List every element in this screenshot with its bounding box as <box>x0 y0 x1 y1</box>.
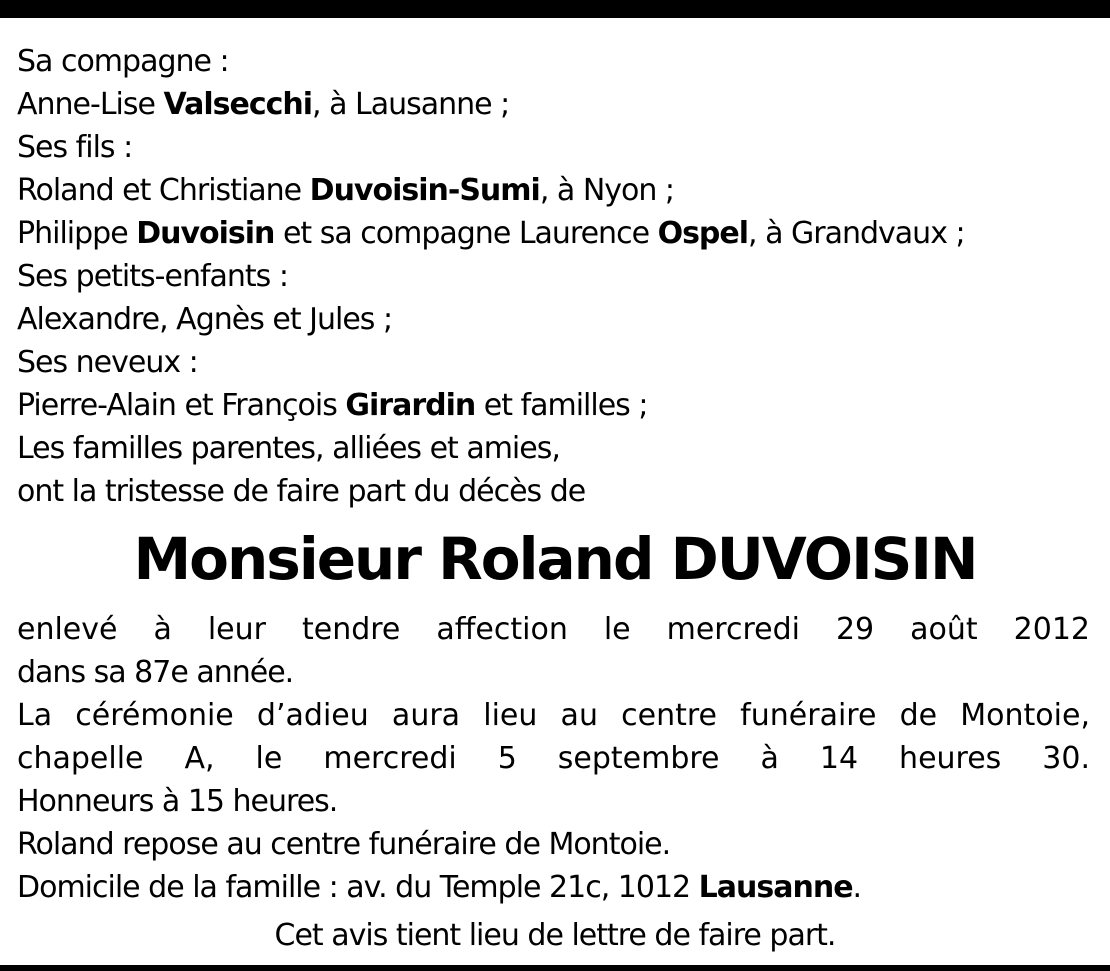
deceased-name-heading: Monsieur Roland DUVOISIN <box>133 525 977 593</box>
top-border <box>0 0 1110 18</box>
text-segment: Les familles parentes, alliées et amies, <box>17 431 560 466</box>
surname: Duvoisin <box>136 216 275 251</box>
text-segment: La cérémonie d’adieu aura lieu au centre funéraire de Montoie, <box>17 698 1090 733</box>
text-segment: Domicile de la famille : av. du Temple 21c, 1012 <box>17 870 699 905</box>
text-segment: Sa compagne : <box>17 44 229 79</box>
intro-line-11 <box>17 470 1090 513</box>
family-list <box>17 40 1090 513</box>
text-segment: , à Grandvaux ; <box>748 216 965 251</box>
text-segment: Roland et Christiane <box>17 173 310 208</box>
text-segment: enlevé à leur tendre affection le mercredi 29 août 2012 <box>17 612 1090 647</box>
ceremony-details <box>17 608 1090 909</box>
intro-line-3 <box>17 126 1090 169</box>
text-segment: ont la tristesse de faire part du décès de <box>17 474 586 509</box>
text-segment: Alexandre, Agnès et Jules ; <box>17 302 393 337</box>
closing-note: Cet avis tient lieu de lettre de faire part. <box>274 918 836 953</box>
intro-line-4 <box>17 169 1090 212</box>
text-segment: Roland repose au centre funéraire de Montoie. <box>17 827 671 862</box>
detail-line-7 <box>17 866 1090 909</box>
bottom-border <box>0 965 1110 971</box>
city-name: Lausanne <box>698 870 853 905</box>
intro-line-9 <box>17 384 1090 427</box>
intro-line-8 <box>17 341 1090 384</box>
detail-line-6 <box>17 823 1090 866</box>
intro-line-7 <box>17 298 1090 341</box>
text-segment: Philippe <box>17 216 137 251</box>
surname: Duvoisin-Sumi <box>309 173 540 208</box>
text-segment: Ses petits-enfants : <box>17 259 288 294</box>
text-segment: Pierre-Alain et François <box>17 388 346 423</box>
surname: Valsecchi <box>163 87 313 122</box>
surname: Girardin <box>345 388 476 423</box>
text-segment: , à Nyon ; <box>539 173 675 208</box>
text-segment: , à Lausanne ; <box>312 87 510 122</box>
intro-line-5 <box>17 212 1090 255</box>
text-segment: Ses neveux : <box>17 345 198 380</box>
text-segment: . <box>852 870 862 905</box>
detail-line-5 <box>17 780 1090 823</box>
text-segment: Anne-Lise <box>17 87 164 122</box>
text-segment: et sa compagne Laurence <box>274 216 658 251</box>
text-segment: et familles ; <box>475 388 648 423</box>
detail-line-1 <box>17 608 1090 651</box>
surname: Ospel <box>657 216 749 251</box>
detail-line-4 <box>17 737 1090 780</box>
intro-line-2 <box>17 83 1090 126</box>
detail-line-2 <box>17 651 1090 694</box>
intro-line-6 <box>17 255 1090 298</box>
text-segment: chapelle A, le mercredi 5 septembre à 14 heures 30. <box>17 741 1090 776</box>
text-segment: dans sa 87e année. <box>17 655 294 690</box>
detail-line-3 <box>17 694 1090 737</box>
text-segment: Honneurs à 15 heures. <box>17 784 338 819</box>
intro-line-10 <box>17 427 1090 470</box>
intro-line-1 <box>17 40 1090 83</box>
text-segment: Ses fils : <box>17 130 133 165</box>
